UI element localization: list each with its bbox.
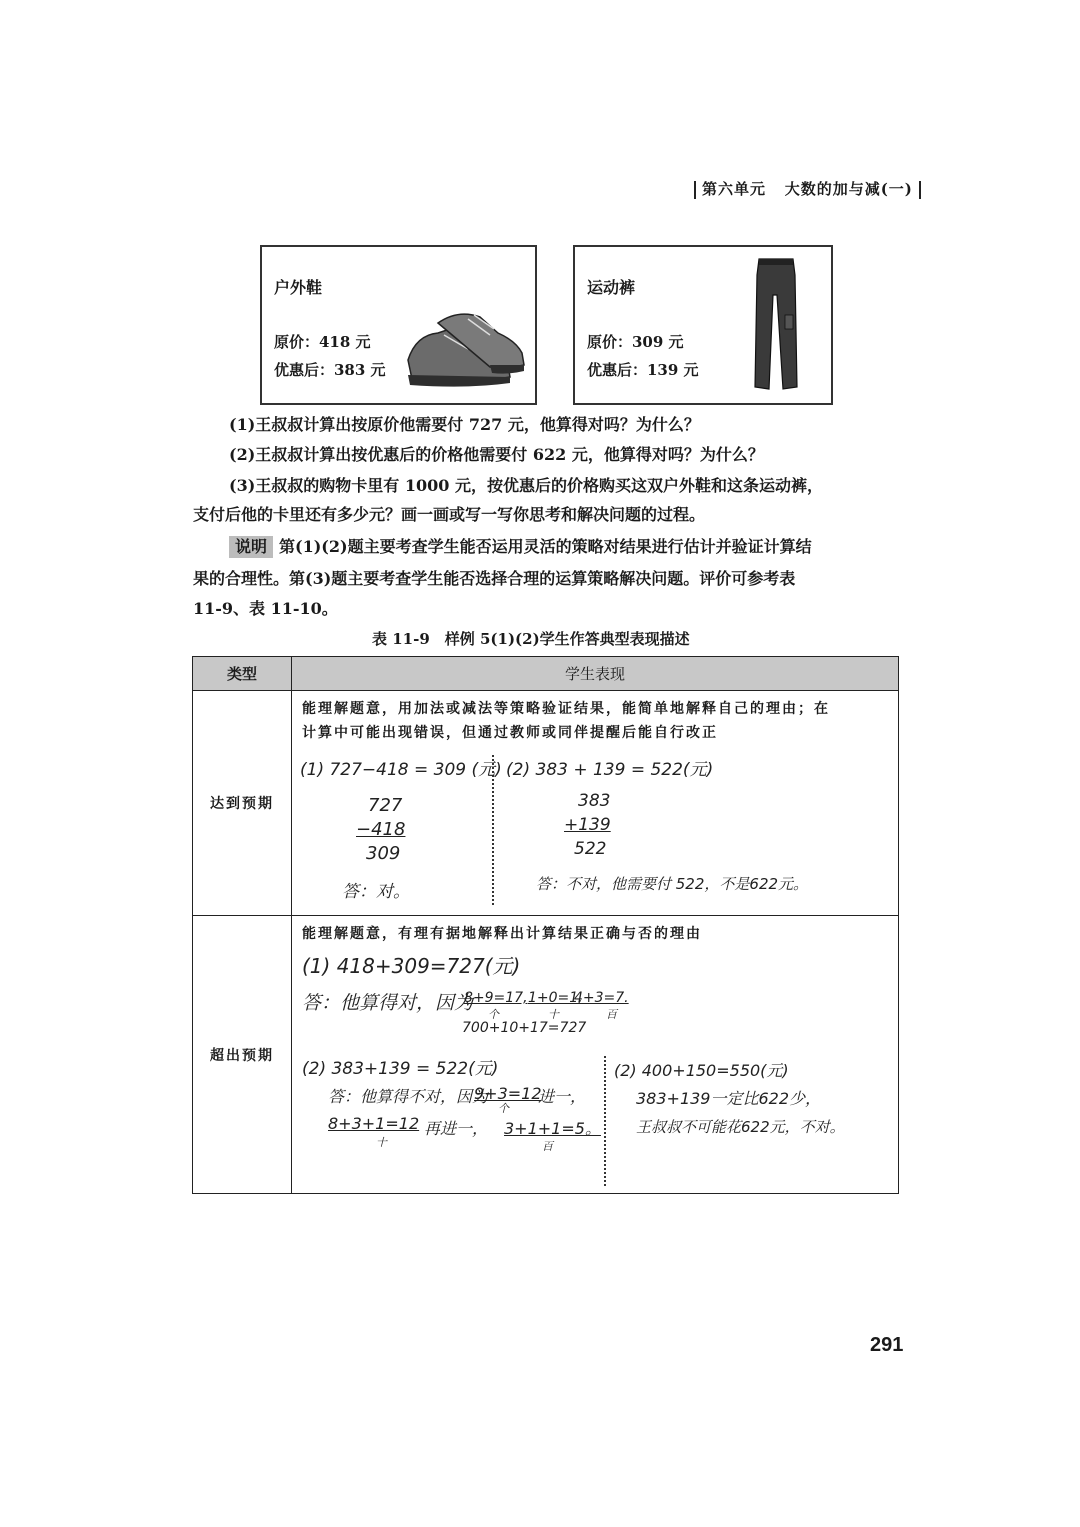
hw-ans-b-ones: 9+3=12: [474, 1084, 542, 1103]
question-3: (3)王叔叔的购物卡里有 1000 元，按优惠后的价格购买这双户外鞋和这条运动裤，: [229, 476, 823, 495]
row-performance-meets: [292, 691, 899, 916]
product-sale-price: 优惠后：383 元: [274, 361, 386, 379]
row-performance-exceeds: [292, 916, 899, 1194]
table-row: [193, 916, 899, 1194]
note-line-2: 果的合理性。第(3)题主要考查学生能否选择合理的运算策略解决问题。评价可参考表: [193, 569, 796, 588]
row-type-exceeds: 超出预期: [193, 916, 292, 1194]
header-unit: 第六单元: [702, 180, 767, 198]
note-tag: 说明: [229, 536, 273, 558]
hw-ans-a-ones: 8+9=17,: [464, 990, 528, 1006]
table-caption: 表 11-9 样例 5(1)(2)学生作答典型表现描述: [372, 630, 690, 648]
hw-ans-a-tens: 1+0=1,: [528, 990, 583, 1006]
header-performance: 学生表现: [292, 657, 899, 691]
hw-answer-1: 答：对。: [342, 882, 410, 902]
hw-ans-a-sum: 700+10+17=727: [462, 1020, 587, 1036]
product-name: 运动裤: [587, 278, 636, 297]
row2-desc: 能理解题意，有理有据地解释出计算结果正确与否的理由: [302, 926, 702, 942]
hw-equation-1: (1) 727−418 = 309 (元): [300, 760, 502, 780]
hw-answer-2: 答：不对，他需要付 522，不是622元。: [536, 875, 809, 893]
hw-vertical2-top: 383: [578, 791, 611, 811]
hw-ans-b-tens: 8+3+1=12: [328, 1114, 420, 1133]
hw-eq-a: (1) 418+309=727(元): [302, 954, 521, 978]
row-type-meets: 达到预期: [193, 691, 292, 916]
hw-vertical-sub: −418: [356, 819, 406, 840]
header-bar-left: [694, 181, 696, 199]
hw-mark-tens-b: 十: [376, 1136, 387, 1149]
product-card-shoes: [260, 245, 537, 405]
hw-ans-a-hundreds: 4+3=7.: [574, 990, 629, 1006]
hw-mark-tens: 十: [548, 1008, 559, 1021]
product-original-price: 原价：309 元: [587, 333, 684, 351]
hw-vertical2-result: 522: [574, 839, 607, 859]
pants-icon: [751, 255, 801, 395]
product-name: 户外鞋: [274, 278, 323, 297]
hw-vertical-result: 309: [366, 843, 401, 864]
header-bar-right: [919, 181, 921, 199]
note-line-1: [229, 532, 812, 562]
question-2: (2)王叔叔计算出按优惠后的价格他需要付 622 元，他算得对吗？为什么？: [229, 445, 764, 464]
hw-ans-b-carry: 进一，: [538, 1087, 587, 1106]
hw-vertical-top: 727: [368, 795, 403, 816]
hw-right-2: 383+139一定比622少，: [636, 1089, 822, 1108]
hw-ans-b-carry2: 再进一，: [424, 1119, 489, 1138]
hw-mark-hundreds-b: 百: [542, 1140, 553, 1153]
table-11-9: [192, 656, 899, 1194]
hw-vertical2-add: +139: [564, 815, 611, 835]
dotted-divider: [604, 1056, 606, 1186]
hw-mark-hundreds: 百: [606, 1008, 617, 1021]
row1-desc-1: 能理解题意，用加法或减法等策略验证结果，能简单地解释自己的理由；在: [302, 701, 830, 717]
hw-ans-b-hundreds: 3+1+1=5。: [504, 1119, 601, 1138]
shoe-icon: [398, 305, 530, 395]
header-type: 类型: [193, 657, 292, 691]
hw-eq-b: (2) 383+139 = 522(元): [302, 1059, 499, 1079]
hw-ans-b: 答：他算得不对，因为: [328, 1087, 489, 1106]
hw-right-3: 王叔叔不可能花622元，不对。: [636, 1118, 845, 1136]
table-header-row: [193, 657, 899, 691]
row1-desc-2: 计算中可能出现错误，但通过教师或同伴提醒后能自行改正: [302, 725, 718, 741]
product-original-price: 原价：418 元: [274, 333, 371, 351]
hw-mark-ones-b: 个: [498, 1102, 509, 1115]
hw-equation-2: (2) 383 + 139 = 522(元): [506, 760, 714, 780]
hw-ans-a: 答：他算得对，因为: [302, 992, 474, 1014]
hw-mark-ones: 个: [488, 1008, 499, 1021]
hw-right-1: (2) 400+150=550(元): [614, 1061, 789, 1080]
page-number: 291: [870, 1334, 904, 1356]
header-title: 大数的加与减(一): [784, 180, 913, 198]
table-row: [193, 691, 899, 916]
question-3-cont: 支付后他的卡里还有多少元？画一画或写一写你思考和解决问题的过程。: [193, 505, 706, 524]
note-text-1: 第(1)(2)题主要考查学生能否运用灵活的策略对结果进行估计并验证计算结: [279, 537, 812, 556]
question-1: (1)王叔叔计算出按原价他需要付 727 元，他算得对吗？为什么？: [229, 415, 700, 434]
note-line-3: 11-9、表 11-10。: [193, 599, 338, 618]
running-header: [688, 178, 927, 199]
product-card-pants: [573, 245, 833, 405]
product-sale-price: 优惠后：139 元: [587, 361, 699, 379]
